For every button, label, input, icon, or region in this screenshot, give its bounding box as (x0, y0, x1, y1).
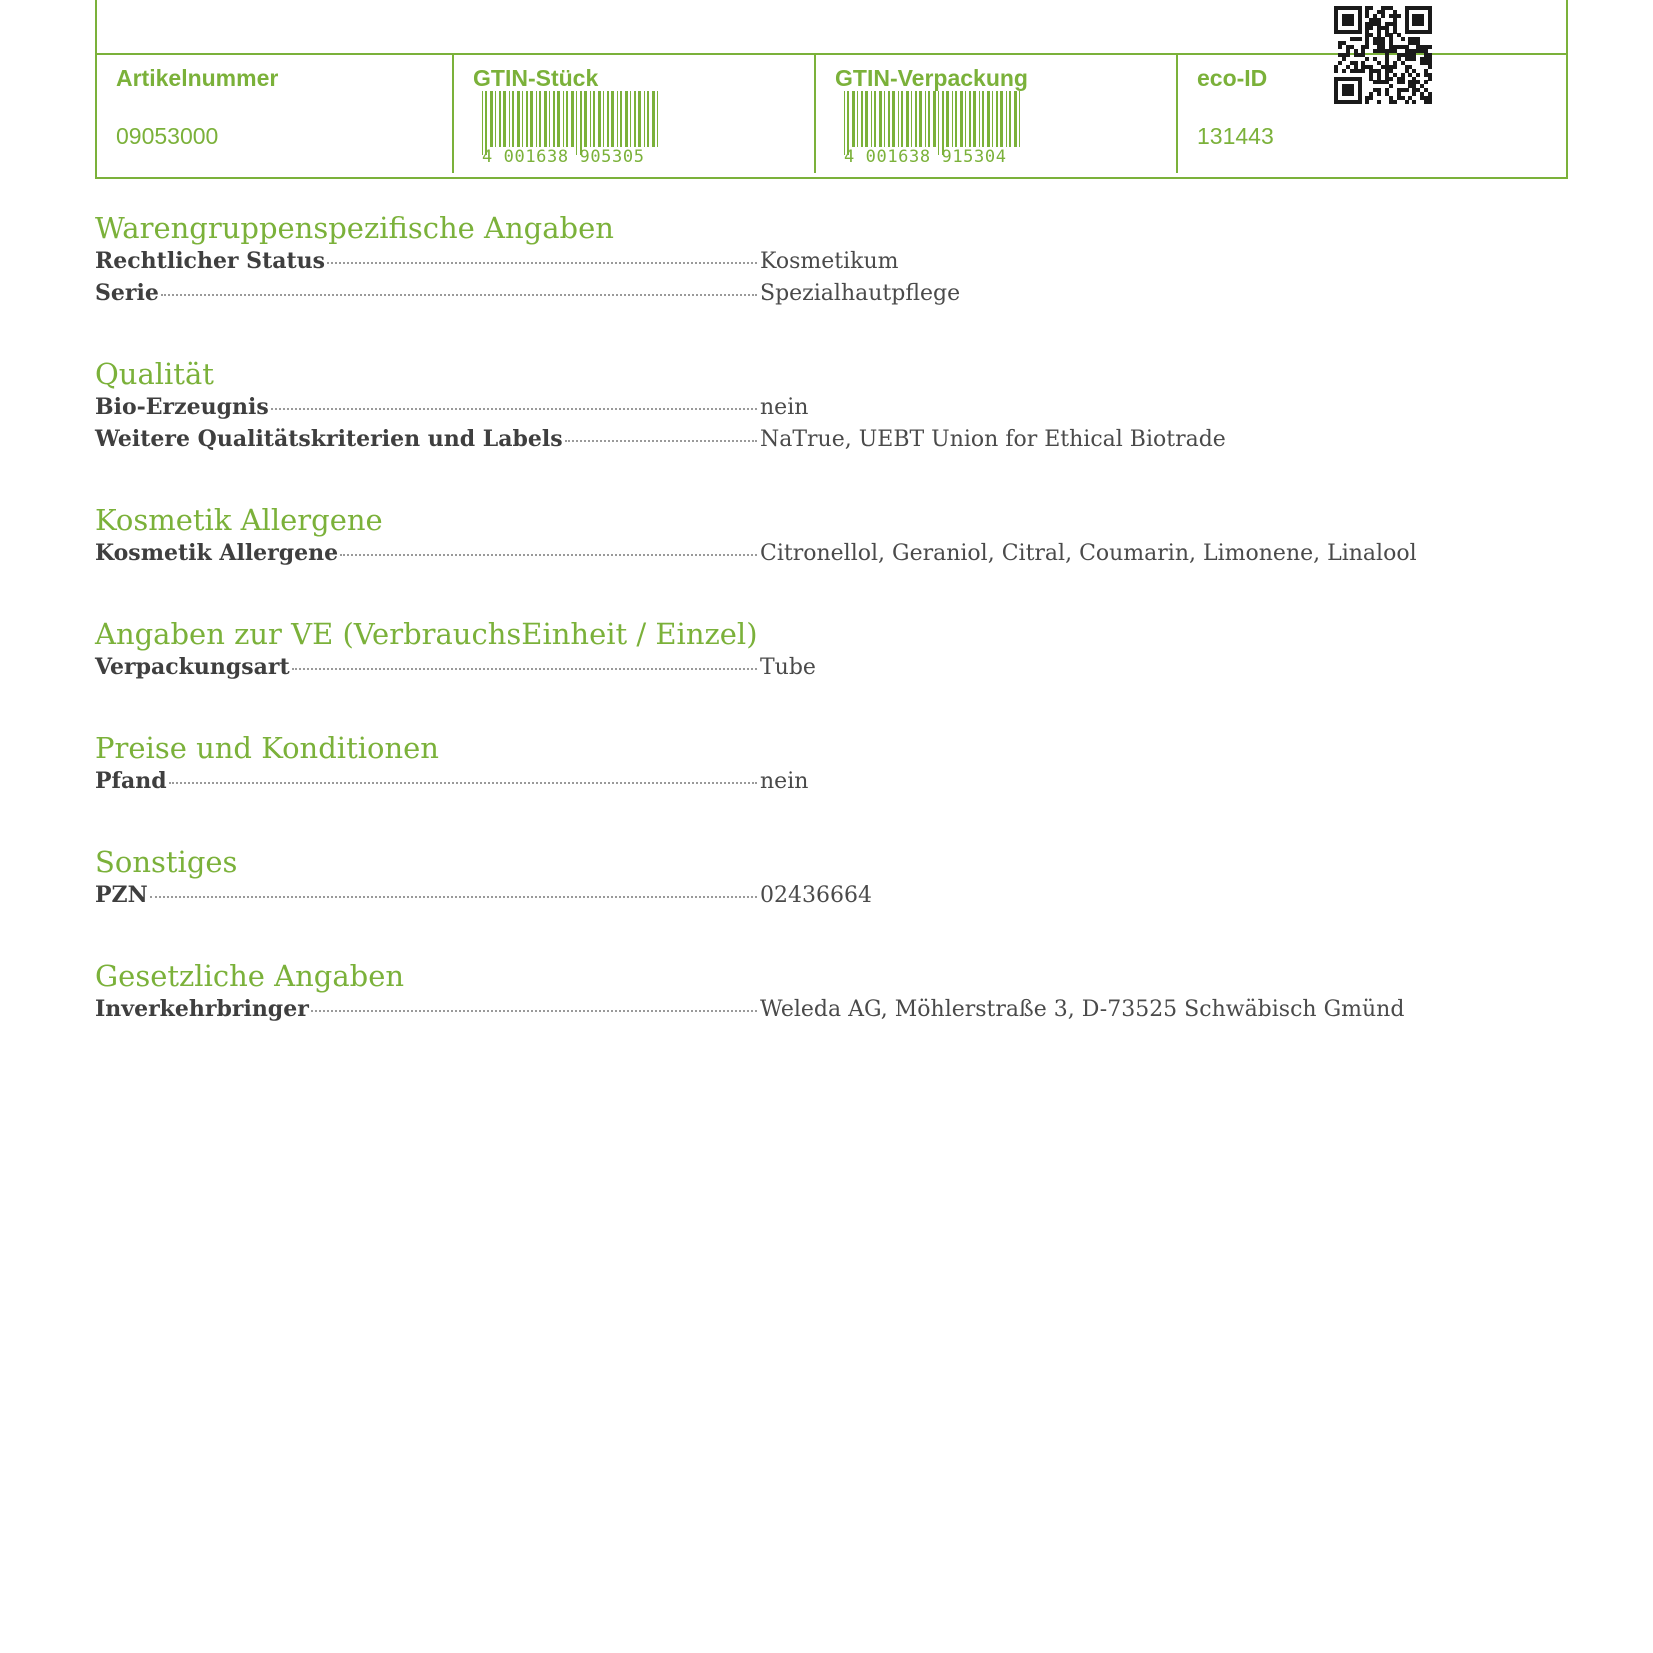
barcode-bar (973, 91, 976, 147)
qr-module (1428, 65, 1432, 69)
qr-module (1377, 100, 1381, 104)
barcode-bar (509, 91, 510, 147)
barcode-bar (517, 91, 520, 147)
barcode-bar (580, 91, 582, 155)
dotted-leader (565, 440, 757, 442)
barcode-bar (652, 91, 655, 147)
barcode-bar (603, 91, 604, 147)
barcode-bar (634, 91, 636, 147)
barcode-bar (928, 91, 930, 147)
qr-module (1358, 37, 1362, 41)
barcode-bar (1009, 91, 1011, 147)
section-title: Sonstiges (95, 845, 238, 879)
detail-row (95, 280, 1565, 312)
qr-module (1412, 100, 1416, 104)
barcode-bar (874, 91, 876, 147)
barcode-bar (549, 91, 550, 147)
section-title: Angaben zur VE (VerbrauchsEinheit / Einzel) (95, 617, 758, 651)
qr-module (1342, 57, 1346, 61)
section-title: Kosmetik Allergene (95, 503, 383, 537)
detail-label: Pfand (95, 768, 167, 794)
barcode-bar (911, 91, 912, 147)
qr-module (1397, 14, 1401, 18)
gtin-verpackung-number: 4 001638 915304 (844, 147, 1007, 167)
eco-id-label: eco-ID (1197, 65, 1268, 91)
detail-row (95, 882, 1565, 914)
barcode-bar (566, 91, 568, 147)
detail-label: Verpackungsart (95, 654, 290, 680)
dotted-leader (161, 294, 757, 296)
qr-module (1424, 80, 1428, 84)
barcode-bar (530, 91, 533, 147)
gtin-verpackung-cell (814, 55, 1176, 173)
section-title: Warengruppenspezifische Angaben (95, 211, 614, 245)
detail-row (95, 394, 1565, 426)
qr-module (1393, 65, 1397, 69)
barcode-bar (892, 91, 895, 147)
dotted-leader (311, 1010, 757, 1012)
qr-module (1428, 77, 1432, 81)
qr-module (1358, 30, 1362, 34)
barcode-bar (512, 91, 514, 147)
barcode-bar (630, 91, 631, 147)
barcode-bar (952, 91, 953, 147)
detail-row (95, 248, 1565, 280)
gtin-stueck-label: GTIN-Stück (473, 65, 599, 91)
barcode-bar (644, 91, 645, 147)
barcode-bar (915, 91, 917, 147)
qr-module (1381, 14, 1385, 18)
qr-module (1369, 96, 1373, 100)
barcode-bar (901, 91, 903, 147)
qr-module (1358, 100, 1362, 104)
barcode-bar (979, 91, 980, 147)
barcode-bar (852, 91, 855, 147)
section (95, 730, 1565, 800)
section-title: Qualität (95, 357, 214, 391)
section (95, 210, 1565, 312)
detail-value: Citronellol, Geraniol, Citral, Coumarin, Limonene, Linalool (760, 541, 1417, 566)
qr-module (1405, 100, 1409, 104)
section (95, 844, 1565, 914)
gtin-stueck-cell (452, 55, 814, 173)
barcode-bar (485, 91, 487, 155)
barcode-bar (647, 91, 649, 147)
product-details (95, 210, 1565, 1072)
barcode-bar (884, 91, 885, 147)
barcode-bar (571, 91, 574, 147)
qr-module (1393, 100, 1397, 104)
barcode-bar (996, 91, 998, 147)
barcode-bar (584, 91, 587, 147)
barcode-bar (620, 91, 622, 147)
gtin-stueck-number: 4 001638 905305 (482, 147, 645, 167)
barcode-bar (938, 91, 939, 155)
barcode-bar (946, 91, 949, 147)
barcode-bar (557, 91, 560, 147)
barcode-bar (503, 91, 506, 147)
barcode-bar (593, 91, 595, 147)
detail-row (95, 768, 1565, 800)
detail-value: 02436664 (760, 883, 872, 908)
qr-module (1412, 92, 1416, 96)
barcode-bar (942, 91, 944, 155)
qr-module (1428, 45, 1432, 49)
section (95, 502, 1565, 572)
detail-value: nein (760, 769, 809, 794)
qr-module (1389, 84, 1393, 88)
barcode-bar (607, 91, 609, 147)
barcode-bar (482, 91, 483, 155)
detail-value: Weleda AG, Möhlerstraße 3, D-73525 Schwäbisch Gmünd (760, 997, 1405, 1022)
qr-module (1369, 26, 1373, 30)
barcode-bar (539, 91, 541, 147)
detail-row (95, 996, 1565, 1028)
barcode-bar (960, 91, 963, 147)
detail-label: Inverkehrbringer (95, 996, 309, 1022)
barcode-bar (844, 91, 845, 155)
qr-module (1361, 69, 1365, 73)
qr-module (1346, 53, 1350, 57)
dotted-leader (340, 554, 757, 556)
artikelnummer-cell (97, 55, 452, 173)
qr-module (1365, 100, 1369, 104)
barcode-bar (625, 91, 628, 147)
qr-module (1401, 37, 1405, 41)
barcode-bar (1000, 91, 1003, 147)
eco-id-value: 131443 (1197, 123, 1274, 149)
detail-label: Weitere Qualitätskriterien und Labels (95, 426, 563, 452)
gtin-verpackung-barcode (844, 91, 1028, 147)
detail-row (95, 426, 1565, 458)
qr-module (1369, 6, 1373, 10)
qr-code (1334, 6, 1432, 104)
section-title: Gesetzliche Angaben (95, 959, 405, 993)
detail-row (95, 654, 1565, 686)
qr-module (1405, 88, 1409, 92)
qr-module (1350, 92, 1354, 96)
barcode-bar (1019, 91, 1020, 147)
barcode-bar (969, 91, 971, 147)
barcode-bar (590, 91, 591, 147)
barcode-bar (611, 91, 614, 147)
barcode-bar (526, 91, 528, 147)
barcode-bar (847, 91, 849, 155)
barcode-bar (871, 91, 872, 147)
qr-module (1334, 69, 1338, 73)
barcode-bar (992, 91, 993, 147)
dotted-leader (150, 896, 757, 898)
barcode-bar (865, 91, 868, 147)
barcode-bar (987, 91, 990, 147)
qr-module (1365, 57, 1369, 61)
barcode-bar (955, 91, 957, 147)
barcode-bar (617, 91, 618, 147)
barcode-bar (657, 91, 658, 147)
section-title: Preise und Konditionen (95, 731, 439, 765)
barcode-bar (933, 91, 936, 147)
section (95, 958, 1565, 1028)
qr-module (1389, 77, 1393, 81)
detail-value: Kosmetikum (760, 249, 899, 274)
barcode-bar (888, 91, 890, 147)
barcode-bar (1014, 91, 1017, 147)
detail-value: NaTrue, UEBT Union for Ethical Biotrade (760, 427, 1226, 452)
qr-module (1338, 61, 1342, 65)
qr-module (1350, 22, 1354, 26)
detail-label: Rechtlicher Status (95, 248, 326, 274)
detail-label: Serie (95, 280, 159, 306)
detail-row (95, 540, 1565, 572)
dotted-leader (169, 782, 757, 784)
detail-value: Spezialhautpflege (760, 281, 961, 306)
dotted-leader (327, 262, 757, 264)
qr-module (1401, 80, 1405, 84)
barcode-bar (598, 91, 601, 147)
dotted-leader (292, 668, 757, 670)
qr-module (1342, 69, 1346, 73)
barcode-bar (919, 91, 922, 147)
barcode-bar (925, 91, 926, 147)
detail-value: Tube (760, 655, 816, 680)
barcode-bar (638, 91, 641, 147)
barcode-bar (490, 91, 493, 147)
barcode-bar (499, 91, 501, 147)
qr-module (1365, 45, 1369, 49)
barcode-bar (982, 91, 984, 147)
barcode-bar (576, 91, 577, 155)
dotted-leader (271, 408, 757, 410)
section (95, 356, 1565, 458)
detail-value: nein (760, 395, 809, 420)
qr-module (1416, 73, 1420, 77)
gtin-verpackung-label: GTIN-Verpackung (835, 65, 1028, 91)
barcode-bar (857, 91, 858, 147)
barcode-bar (544, 91, 547, 147)
section (95, 616, 1565, 686)
detail-label: Bio-Erzeugnis (95, 394, 269, 420)
barcode-bar (965, 91, 966, 147)
detail-label: Kosmetik Allergene (95, 540, 339, 566)
qr-module (1412, 57, 1416, 61)
gtin-stueck-barcode (482, 91, 666, 147)
barcode-bar (522, 91, 523, 147)
artikelnummer-label: Artikelnummer (116, 65, 279, 91)
qr-module (1428, 100, 1432, 104)
detail-label: PZN (95, 882, 148, 908)
artikelnummer-value: 09053000 (116, 123, 219, 149)
barcode-bar (536, 91, 537, 147)
qr-module (1338, 45, 1342, 49)
barcode-bar (861, 91, 863, 147)
qr-module (1377, 92, 1381, 96)
barcode-bar (879, 91, 882, 147)
barcode-bar (906, 91, 909, 147)
barcode-bar (898, 91, 899, 147)
barcode-bar (563, 91, 564, 147)
barcode-bar (1006, 91, 1007, 147)
barcode-bar (553, 91, 555, 147)
qr-module (1428, 30, 1432, 34)
qr-module (1420, 22, 1424, 26)
barcode-bar (495, 91, 496, 147)
